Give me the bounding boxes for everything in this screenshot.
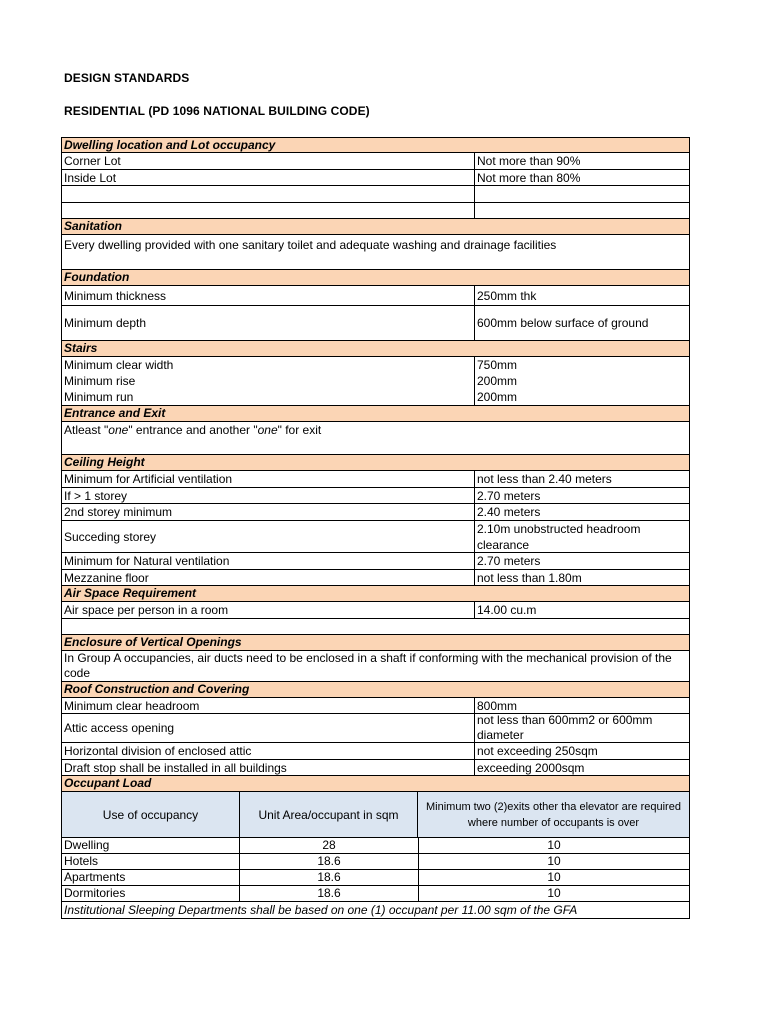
row-label: Mezzanine floor [62,570,475,585]
section-heading-entrance: Entrance and Exit [61,406,690,422]
table-row [61,471,690,488]
unit-area: 18.6 [240,854,419,869]
row-label: Corner Lot [62,153,475,169]
entrance-text-part: " for exit [277,423,322,437]
row-label: 2nd storey minimum [62,504,475,520]
occupant-threshold: 10 [547,870,561,884]
stairs-labels [62,357,475,405]
row-label: Minimum for Artificial ventilation [62,471,475,487]
row-label: Minimum depth [62,306,475,340]
table-row [61,602,690,619]
row-value: 2.70 meters [477,488,541,503]
table-row [61,504,690,521]
row-value: 2.40 meters [477,505,541,519]
unit-area: 28 [240,838,419,853]
row-value: 14.00 cu.m [477,603,537,617]
row-label: If > 1 storey [62,488,475,503]
row-label: Minimum thickness [62,286,475,305]
row-value: exceeding 2000sqm [477,760,585,775]
occupant-footnote: Institutional Sleeping Departments shall be based on one (1) occupant per 11.00 sqm of the GFA [61,902,690,919]
occupancy-use: Dwelling [62,838,240,853]
row-label: Minimum for Natural ventilation [62,553,475,569]
row-value: 200mm [477,374,518,388]
row-value: 250mm thk [477,288,537,303]
section-heading-sanitation: Sanitation [61,219,690,235]
row-label: Horizontal division of enclosed attic [62,743,475,759]
row-label: Air space per person in a room [62,602,475,618]
section-heading-occupant: Occupant Load [61,776,690,792]
section-heading-air-space: Air Space Requirement [61,586,690,602]
row-value: 750mm [477,358,518,372]
row-value: 200mm [477,390,518,404]
column-header: Use of occupancy [62,792,240,837]
table-row [61,553,690,570]
entrance-emphasis: one [108,423,129,437]
table-row [61,743,690,760]
enclosure-text: In Group A occupancies, air ducts need to be enclosed in a shaft if conforming with the mechanical provision of the code [61,651,690,682]
row-value: not less than 600mm2 or 600mm diameter [477,713,653,742]
column-header: Unit Area/occupant in sqm [240,792,418,837]
row-label: Minimum rise [64,374,136,388]
table-row [61,306,690,341]
empty-cell [62,203,475,218]
table-row [61,698,690,714]
section-heading-ceiling: Ceiling Height [61,455,690,471]
entrance-text-part: Atleast " [64,423,109,437]
sanitation-text: Every dwelling provided with one sanitary toilet and adequate washing and drainage facilities [61,235,690,270]
row-value: not less than 1.80m [477,570,582,585]
section-heading-roof: Roof Construction and Covering [61,682,690,698]
row-label: Attic access opening [62,714,475,742]
occupant-threshold: 10 [547,838,561,852]
table-row [61,153,690,170]
document-subtitle: RESIDENTIAL (PD 1096 NATIONAL BUILDING CODE) [64,104,370,118]
occupant-threshold: 10 [547,886,561,900]
section-heading-foundation: Foundation [61,270,690,286]
empty-cell [475,203,689,218]
empty-cell [62,186,475,202]
unit-area: 18.6 [240,870,419,885]
occupancy-use: Hotels [62,854,240,869]
table-row [61,760,690,776]
row-value: Not more than 90% [477,154,581,168]
stairs-rows [61,357,690,406]
row-value: not less than 2.40 meters [477,472,612,486]
empty-row [61,203,690,219]
table-row [61,886,690,902]
occupant-table-header [61,792,690,838]
table-row [61,286,690,306]
table-row [61,521,690,553]
section-heading-dwelling: Dwelling location and Lot occupancy [61,137,690,153]
row-label: Draft stop shall be installed in all buildings [62,760,475,775]
document-title: DESIGN STANDARDS [64,71,190,85]
row-value: 800mm [477,698,518,713]
standards-table [61,137,690,919]
row-value: 2.10m unobstructed headroom clearance [477,521,641,552]
occupancy-use: Dormitories [62,886,240,901]
table-row [61,170,690,186]
occupant-threshold: 10 [547,854,561,868]
row-label: Succeding storey [62,521,475,552]
unit-area: 18.6 [240,886,419,901]
empty-row [61,186,690,203]
table-row [61,838,690,854]
entrance-text-part: " entrance and another " [128,423,258,437]
table-row [61,714,690,743]
entrance-text [61,422,690,455]
row-label: Minimum clear headroom [62,698,475,713]
table-row [61,870,690,886]
row-label: Minimum clear width [64,358,174,372]
section-heading-enclosure: Enclosure of Vertical Openings [61,635,690,651]
entrance-emphasis: one [257,423,278,437]
empty-row [61,619,690,635]
stairs-values [475,357,689,405]
table-row [61,854,690,870]
occupancy-use: Apartments [62,870,240,885]
section-heading-stairs: Stairs [61,341,690,357]
row-label: Inside Lot [62,170,475,185]
column-header: Minimum two (2)exits other tha elevator are required where number of occupants is over [426,800,681,829]
table-row [61,570,690,586]
row-value: Not more than 80% [477,170,581,185]
row-value: not exceeding 250sqm [477,744,598,758]
row-value: 2.70 meters [477,554,541,568]
table-row [61,488,690,504]
empty-cell [475,186,689,202]
row-value: 600mm below surface of ground [477,316,649,330]
row-label: Minimum run [64,390,134,404]
